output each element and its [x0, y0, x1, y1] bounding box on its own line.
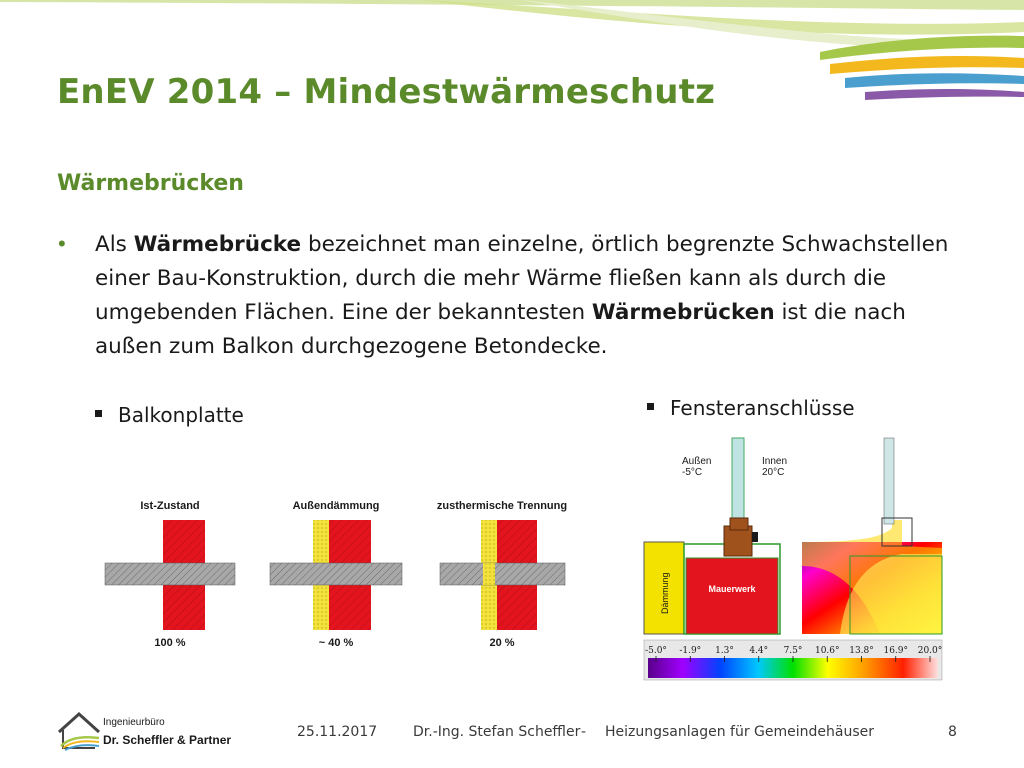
inside-temp: 20°C: [762, 467, 785, 478]
scale-tick-label: 7.5°: [783, 646, 803, 656]
glass-pane: [732, 438, 744, 526]
sub-bullet-balkonplatte: Balkonplatte: [95, 403, 244, 427]
inside-label: Innen: [762, 456, 788, 467]
square-bullet-icon: [95, 410, 102, 417]
window-schematic: [644, 438, 787, 634]
scale-tick-label: 16.9°: [883, 646, 909, 656]
footer-author: Dr.-Ing. Stefan Scheffler: [413, 724, 581, 740]
footer-date: 25.11.2017: [297, 724, 378, 740]
concrete-slab: [440, 563, 565, 585]
panel-label: zusthermische Trennung: [436, 500, 568, 512]
concrete-slab: [270, 563, 402, 585]
panel-label: Außendämmung: [292, 500, 380, 512]
frame-top: [730, 518, 748, 530]
bold-term: Wärmebrücken: [591, 300, 775, 325]
seal: [752, 532, 758, 542]
concrete-slab: [105, 563, 235, 585]
scale-tick-label: 1.3°: [715, 646, 734, 656]
balcony-slab-figure: [100, 490, 580, 655]
text-part: bezeichnet man einzelne, örtlich begrenzte Schwachstellen einer Bau-Konstruktion, durch die mehr Wärme fließen kann als durch die umgebenden Flächen. Eine der bekanntesten: [95, 232, 949, 325]
panel-value: 20 %: [489, 637, 515, 649]
text-part: ist die nach außen zum Balkon durchgezogene Betondecke.: [95, 300, 906, 359]
masonry-block: [686, 558, 778, 634]
scale-tick-label: -1.9°: [679, 646, 702, 656]
square-bullet-icon: [647, 403, 654, 410]
page-title: EnEV 2014 – Mindestwärmeschutz: [57, 72, 716, 112]
panel-aussendaemmung: [270, 500, 402, 649]
company-name-line2: Dr. Scheffler & Partner: [103, 733, 232, 747]
footer-topic: Heizungsanlagen für Gemeindehäuser: [605, 724, 875, 740]
thermal-simulation: [802, 438, 942, 634]
panel-value: ~ 40 %: [318, 637, 354, 649]
company-name-line1: Ingenieurbüro: [103, 717, 165, 728]
scale-tick-label: 10.6°: [814, 646, 840, 656]
sub-bullet-fensteranschluesse: Fensteranschlüsse: [647, 396, 855, 420]
scale-tick-label: 13.8°: [849, 646, 874, 656]
bullet-paragraph: [95, 228, 975, 364]
bullet-marker: •: [58, 231, 66, 256]
scale-tick-label: 4.4°: [749, 646, 769, 656]
thermal-glass-pane: [884, 438, 894, 524]
insulation-label: Dämmung: [660, 572, 670, 614]
section-subtitle: Wärmebrücken: [57, 171, 244, 196]
panel-value: 100 %: [154, 637, 186, 649]
panel-label: Ist-Zustand: [140, 500, 200, 512]
window-connection-figure: [640, 436, 945, 681]
text-part: Als: [95, 232, 134, 257]
bold-term: Wärmebrücke: [133, 232, 302, 257]
panel-thermische-trennung: [437, 500, 567, 649]
company-logo-icon: [55, 708, 103, 752]
outside-temp: -5°C: [682, 467, 703, 478]
panel-ist-zustand: [105, 500, 235, 649]
footer-separator: -: [581, 724, 587, 740]
outside-label: Außen: [682, 456, 712, 467]
scale-tick-label: 20.0°: [917, 646, 943, 656]
temperature-scale: [644, 640, 942, 680]
page-number: 8: [948, 724, 957, 740]
thermal-break: [483, 563, 495, 585]
scale-tick-label: -5.0°: [645, 646, 667, 656]
masonry-label: Mauerwerk: [708, 584, 756, 594]
